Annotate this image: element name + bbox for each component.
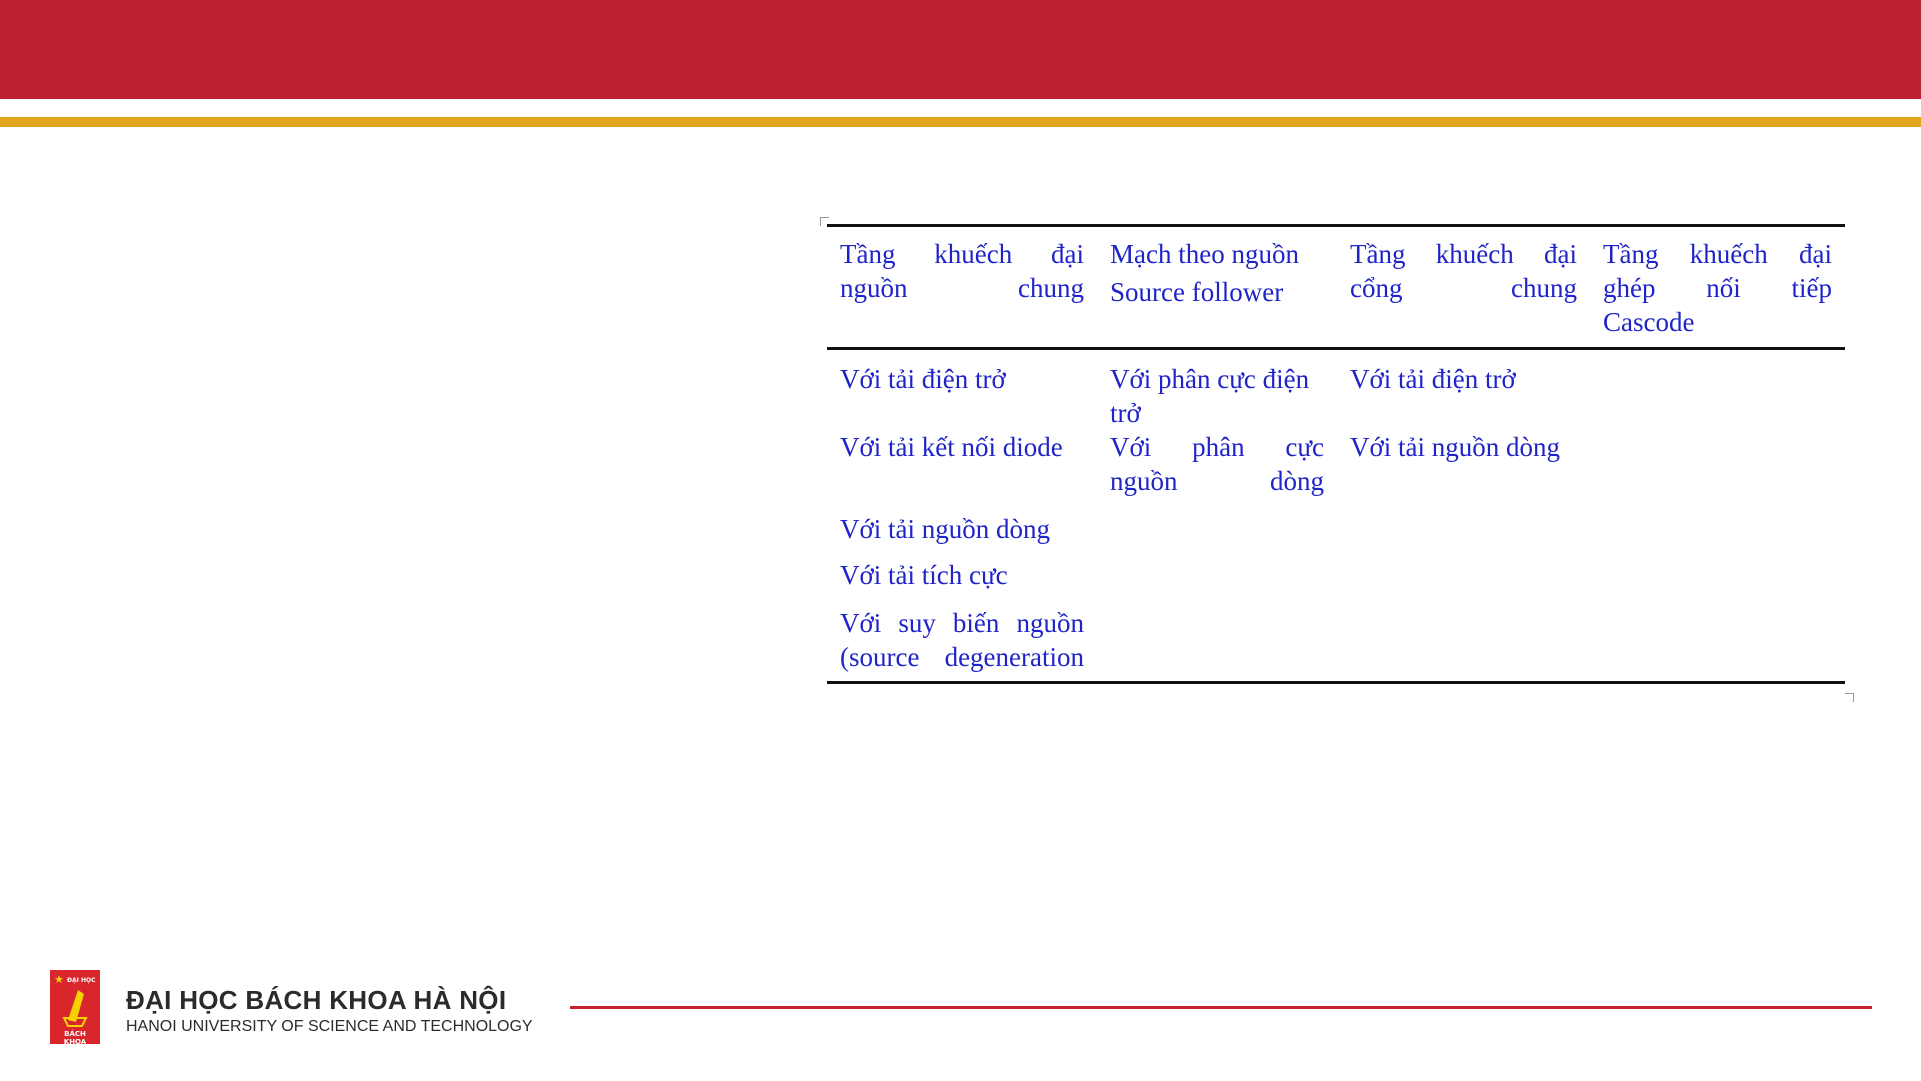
university-name-english: HANOI UNIVERSITY OF SCIENCE AND TECHNOLOGY — [126, 1018, 533, 1035]
header-cell-title: Mạch theo nguồn — [1110, 239, 1299, 269]
table-cell: Với phân cực nguồn dòng — [1110, 432, 1324, 496]
header-cell-cascode — [1590, 237, 1845, 347]
table-cell — [1337, 558, 1590, 606]
table-row — [827, 512, 1845, 558]
table-cell: Với tải nguồn dòng — [840, 514, 1051, 544]
table-row — [827, 558, 1845, 606]
table-cell — [1337, 512, 1590, 558]
header-cell-subtitle: Cascode — [1603, 307, 1695, 337]
table-cell: Với tải điện trở — [840, 364, 1006, 394]
table-cell — [1337, 606, 1590, 681]
table-bottom-rule — [827, 681, 1845, 684]
university-logo — [50, 970, 100, 1044]
header-cell-title: Tầng khuếch đại nguồn chung — [840, 239, 1084, 303]
table-cell — [1590, 512, 1845, 558]
table-cell — [1590, 606, 1845, 681]
table-cell: Với tải kết nối diode — [840, 432, 1063, 462]
table-cell: Với phân cực điện trở — [1110, 364, 1310, 428]
header-cell-title: Tầng khuếch đại cổng chung — [1350, 239, 1577, 303]
table-cell: Với tải điện trở — [1350, 364, 1516, 394]
logo-text-bottom: BÁCH KHOA — [63, 1030, 87, 1046]
table-cell — [1097, 606, 1337, 681]
table-row — [827, 606, 1845, 681]
header-band — [0, 0, 1921, 99]
table-cell: Với tải tích cực — [840, 560, 1008, 590]
table-row — [827, 430, 1845, 512]
header-cell-source-follower — [1097, 237, 1337, 347]
header-cell-common-source — [827, 237, 1097, 347]
logo-text-top: ĐẠI HỌC — [67, 977, 96, 984]
table-cell: Với suy biến nguồn (source degeneration — [840, 608, 1084, 672]
table-row — [827, 350, 1845, 430]
university-name: ĐẠI HỌC BÁCH KHOA HÀ NỘI — [126, 985, 507, 1015]
header-cell-title: Tầng khuếch đại ghép nối tiếp — [1603, 239, 1832, 303]
table-cell: Với tải nguồn dòng — [1350, 432, 1561, 462]
table-header-row — [827, 227, 1845, 347]
footer-divider — [570, 1006, 1872, 1009]
header-accent-line — [0, 117, 1921, 127]
star-icon: ★ — [54, 973, 64, 986]
table-cell — [1097, 558, 1337, 606]
table-resize-handle[interactable] — [1845, 693, 1854, 702]
header-cell-subtitle: Source follower — [1110, 277, 1284, 307]
table-cell — [1590, 430, 1845, 512]
table-cell — [1590, 558, 1845, 606]
table-cell — [1590, 362, 1845, 430]
comparison-table — [827, 224, 1845, 684]
header-cell-common-gate — [1337, 237, 1590, 347]
table-cell — [1097, 512, 1337, 558]
